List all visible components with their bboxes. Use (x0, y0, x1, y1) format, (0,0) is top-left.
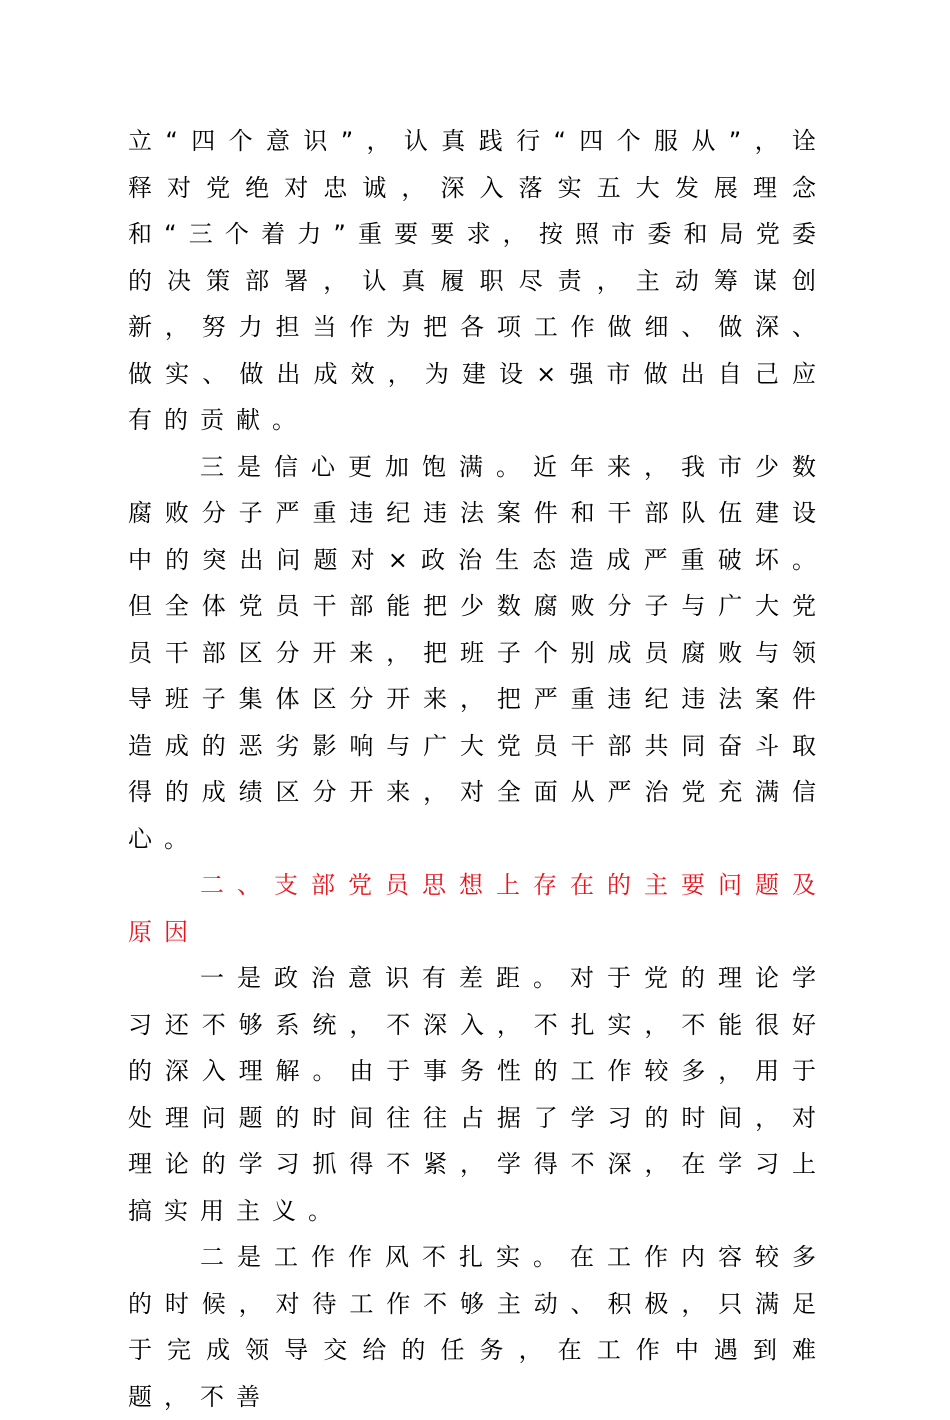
paragraph-continued-commitment: 立“四个意识”，认真践行“四个服从”，诠释对党绝对忠诚，深入落实五大发展理念和“三个着力”重要要求，按照市委和局党委的决策部署，认真履职尽责，主动筹谋创新，努力担当作为把各项工作做细、做深、做实、做出成效，为建设×强市做出自己应有的贡献。 (128, 127, 828, 434)
paragraph-political-awareness: 一是政治意识有差距。对于党的理论学习还不够系统，不深入，不扎实，不能很好的深入理解。由于事务性的工作较多，用于处理问题的时间往往占据了学习的时间，对理论的学习抓得不紧，学得不深，在学习上搞实用主义。 (128, 964, 828, 1225)
section-heading-main-problems: 二、支部党员思想上存在的主要问题及原因 (128, 871, 828, 946)
paragraph-confidence: 三是信心更加饱满。近年来，我市少数腐败分子严重违纪违法案件和干部队伍建设中的突出问题对×政治生态造成严重破坏。但全体党员干部能把少数腐败分子与广大党员干部区分开来，把班子个别成员腐败与领导班子集体区分开来，把严重违纪违法案件造成的恶劣影响与广大党员干部共同奋斗取得的成绩区分开来，对全面从严治党充满信心。 (128, 452, 828, 853)
document-body (128, 118, 828, 1420)
paragraph-work-style: 二是工作作风不扎实。在工作内容较多的时候，对待工作不够主动、积极，只满足于完成领导交给的任务，在工作中遇到难题，不善 (128, 1243, 828, 1411)
